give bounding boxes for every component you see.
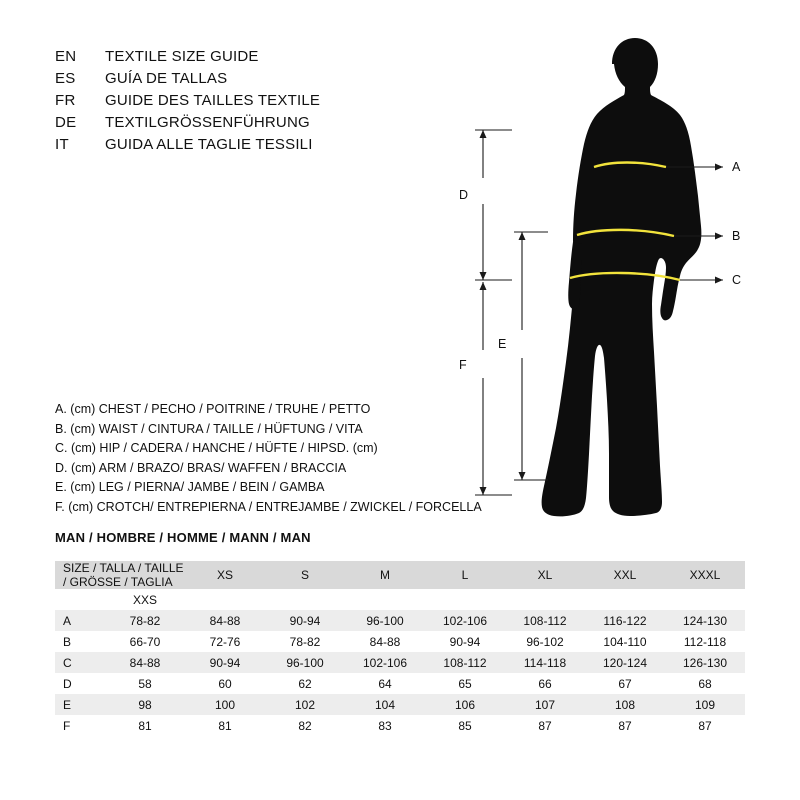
cell-a-m: 96-100 [345, 610, 425, 631]
column-header-l: L [425, 561, 505, 589]
subheader-spacer-5 [425, 589, 505, 610]
man-silhouette-icon [542, 38, 702, 516]
table-subheader-row [55, 589, 745, 610]
table-row [55, 694, 745, 715]
cell-c-xs: 90-94 [185, 652, 265, 673]
figure-label-c: C [732, 273, 742, 287]
cell-b-xs: 72-76 [185, 631, 265, 652]
legend-line-b: B. (cm) WAIST / CINTURA / TAILLE / HÜFTUNG / VITA [55, 421, 363, 436]
cell-e-xs: 100 [185, 694, 265, 715]
legend-line-e: E. (cm) LEG / PIERNA/ JAMBE / BEIN / GAMBA [55, 480, 325, 495]
gender-label: MAN / HOMBRE / HOMME / MANN / MAN [55, 530, 311, 545]
cell-f-xs: 81 [185, 715, 265, 736]
figure-label-b: B [732, 229, 741, 243]
language-code-de: DE [55, 114, 77, 131]
cell-c-xxs: 84-88 [105, 652, 185, 673]
title-block [55, 48, 475, 158]
cell-f-l: 85 [425, 715, 505, 736]
cell-b-m: 84-88 [345, 631, 425, 652]
column-header-xxs: XXS [105, 589, 185, 610]
row-label-f: F [55, 715, 105, 736]
title-row-it [55, 136, 475, 158]
cell-d-xxl: 67 [585, 673, 665, 694]
subheader-spacer-2 [185, 589, 265, 610]
cell-e-xl: 107 [505, 694, 585, 715]
page-title-es: GUÍA DE TALLAS [105, 70, 228, 87]
title-row-es [55, 70, 475, 92]
cell-a-xs: 84-88 [185, 610, 265, 631]
legend-line-d: D. (cm) ARM / BRAZO/ BRAS/ WAFFEN / BRACCIA [55, 460, 347, 475]
row-label-c: C [55, 652, 105, 673]
title-row-en [55, 48, 475, 70]
column-header-s: S [265, 561, 345, 589]
body-measurement-figure [459, 30, 770, 540]
cell-b-xxs: 66-70 [105, 631, 185, 652]
cell-b-xl: 96-102 [505, 631, 585, 652]
subheader-spacer-6 [505, 589, 585, 610]
cell-d-xs: 60 [185, 673, 265, 694]
cell-d-xxxl: 68 [665, 673, 745, 694]
arm-dimension-line [475, 130, 512, 280]
table-header-row [55, 561, 745, 589]
table-row [55, 631, 745, 652]
language-code-fr: FR [55, 92, 76, 109]
cell-a-xl: 108-112 [505, 610, 585, 631]
cell-d-s: 62 [265, 673, 345, 694]
cell-b-xxl: 104-110 [585, 631, 665, 652]
cell-f-s: 82 [265, 715, 345, 736]
cell-a-xxxl: 124-130 [665, 610, 745, 631]
leader-arrowheads [715, 164, 723, 284]
cell-c-l: 108-112 [425, 652, 505, 673]
table-row [55, 610, 745, 631]
cell-e-xxxl: 109 [665, 694, 745, 715]
table-row [55, 715, 745, 736]
cell-e-s: 102 [265, 694, 345, 715]
figure-label-e: E [498, 337, 507, 351]
figure-label-d: D [459, 188, 469, 202]
column-header-xxl: XXL [585, 561, 665, 589]
row-label-e: E [55, 694, 105, 715]
cell-d-m: 64 [345, 673, 425, 694]
cell-b-xxxl: 112-118 [665, 631, 745, 652]
subheader-spacer-7 [585, 589, 665, 610]
language-code-es: ES [55, 70, 76, 87]
column-header-xl: XL [505, 561, 585, 589]
cell-e-l: 106 [425, 694, 505, 715]
title-row-fr [55, 92, 475, 114]
cell-f-xxs: 81 [105, 715, 185, 736]
subheader-spacer [55, 589, 105, 610]
column-header-xs: XS [185, 561, 265, 589]
cell-d-xl: 66 [505, 673, 585, 694]
cell-a-l: 102-106 [425, 610, 505, 631]
cell-b-s: 78-82 [265, 631, 345, 652]
cell-a-xxs: 78-82 [105, 610, 185, 631]
cell-c-xl: 114-118 [505, 652, 585, 673]
cell-c-m: 102-106 [345, 652, 425, 673]
page-title-it: GUIDA ALLE TAGLIE TESSILI [105, 136, 313, 153]
measurement-legend [55, 400, 525, 518]
row-label-d: D [55, 673, 105, 694]
page-title-de: TEXTILGRÖSSENFÜHRUNG [105, 114, 310, 131]
cell-a-s: 90-94 [265, 610, 345, 631]
page-title-en: TEXTILE SIZE GUIDE [105, 48, 259, 65]
cell-c-s: 96-100 [265, 652, 345, 673]
size-table [55, 561, 745, 736]
legend-line-c: C. (cm) HIP / CADERA / HANCHE / HÜFTE / HIPSD. (cm) [55, 441, 378, 456]
title-row-de [55, 114, 475, 136]
table-row [55, 673, 745, 694]
cell-d-l: 65 [425, 673, 505, 694]
cell-f-xxl: 87 [585, 715, 665, 736]
row-label-b: B [55, 631, 105, 652]
cell-e-xxs: 98 [105, 694, 185, 715]
cell-d-xxs: 58 [105, 673, 185, 694]
table-header-size-label: SIZE / TALLA / TAILLE / GRÖSSE / TAGLIA [55, 561, 185, 589]
figure-label-a: A [732, 160, 741, 174]
cell-a-xxl: 116-122 [585, 610, 665, 631]
row-label-a: A [55, 610, 105, 631]
table-row [55, 652, 745, 673]
subheader-spacer-8 [665, 589, 745, 610]
subheader-spacer-3 [265, 589, 345, 610]
cell-b-l: 90-94 [425, 631, 505, 652]
cell-c-xxl: 120-124 [585, 652, 665, 673]
cell-c-xxxl: 126-130 [665, 652, 745, 673]
language-code-en: EN [55, 48, 77, 65]
legend-line-f: F. (cm) CROTCH/ ENTREPIERNA / ENTREJAMBE / ZWICKEL / FORCELLA [55, 499, 482, 514]
language-code-it: IT [55, 136, 69, 153]
crotch-dimension-line [475, 282, 512, 495]
cell-e-xxl: 108 [585, 694, 665, 715]
leg-dimension-line [514, 232, 548, 480]
size-table-wrap [55, 561, 745, 736]
column-header-m: M [345, 561, 425, 589]
legend-line-a: A. (cm) CHEST / PECHO / POITRINE / TRUHE / PETTO [55, 402, 371, 416]
subheader-spacer-4 [345, 589, 425, 610]
cell-f-xxxl: 87 [665, 715, 745, 736]
figure-label-f: F [459, 358, 467, 372]
page-title-fr: GUIDE DES TAILLES TEXTILE [105, 92, 321, 109]
cell-f-xl: 87 [505, 715, 585, 736]
cell-e-m: 104 [345, 694, 425, 715]
column-header-xxxl: XXXL [665, 561, 745, 589]
cell-f-m: 83 [345, 715, 425, 736]
